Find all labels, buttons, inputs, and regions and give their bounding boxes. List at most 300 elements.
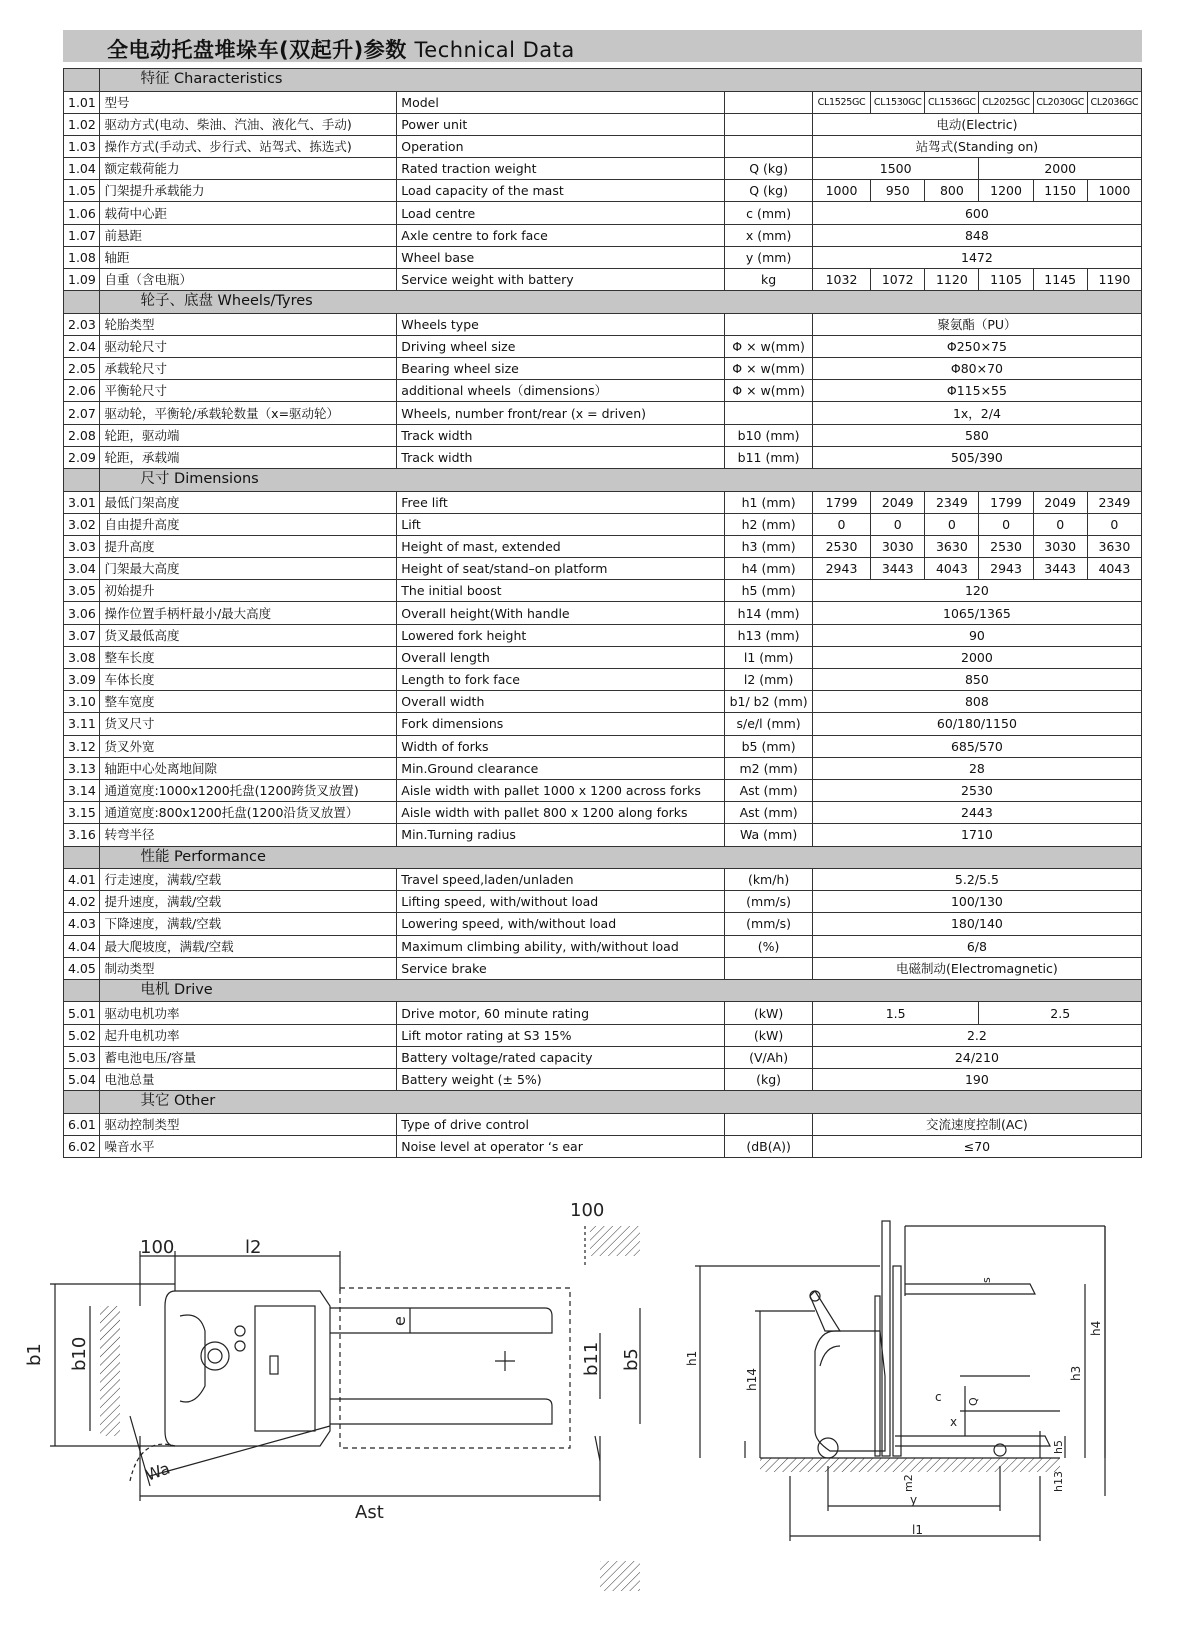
section-spacer <box>64 979 100 1002</box>
model-name: CL1525GC <box>812 91 870 113</box>
row-label-cn: 提升高度 <box>100 535 397 557</box>
row-label-cn: 通道宽度:1000x1200托盘(1200跨货叉放置) <box>100 779 397 801</box>
technical-data-table <box>63 68 1142 1158</box>
row-value: 0 <box>871 513 925 535</box>
row-label-cn: 轮距，承载端 <box>100 446 397 468</box>
table-row <box>64 624 1142 646</box>
row-label-cn: 转弯半径 <box>100 824 397 846</box>
row-label-en: Fork dimensions <box>397 713 725 735</box>
row-label-cn: 货叉最低高度 <box>100 624 397 646</box>
row-unit: h13 (mm) <box>725 624 812 646</box>
row-label-cn: 驱动轮尺寸 <box>100 335 397 357</box>
row-value: 2943 <box>812 558 870 580</box>
row-number: 3.06 <box>64 602 100 624</box>
row-value: 28 <box>812 757 1141 779</box>
row-unit: kg <box>725 269 812 291</box>
row-label-cn: 自由提升高度 <box>100 513 397 535</box>
row-label-cn: 制动类型 <box>100 957 397 979</box>
row-number: 3.14 <box>64 779 100 801</box>
row-unit: h2 (mm) <box>725 513 812 535</box>
row-unit <box>725 1113 812 1135</box>
section-title: 特征 Characteristics <box>100 69 1142 92</box>
dim-x: x <box>950 1415 958 1429</box>
row-unit <box>725 957 812 979</box>
table-row <box>64 824 1142 846</box>
model-name: CL2036GC <box>1087 91 1141 113</box>
table-row <box>64 1024 1142 1046</box>
row-value: 685/570 <box>812 735 1141 757</box>
row-unit: (kW) <box>725 1024 812 1046</box>
row-label-en: Min.Turning radius <box>397 824 725 846</box>
row-label-en: Noise level at operator ‘s ear <box>397 1135 725 1157</box>
table-row <box>64 246 1142 268</box>
row-label-cn: 车体长度 <box>100 669 397 691</box>
row-label-cn: 整车长度 <box>100 646 397 668</box>
row-unit <box>725 402 812 424</box>
row-label-en: Free lift <box>397 491 725 513</box>
row-number: 3.03 <box>64 535 100 557</box>
table-row <box>64 158 1142 180</box>
row-label-en: Operation <box>397 135 725 157</box>
table-row <box>64 424 1142 446</box>
row-label-cn: 轮胎类型 <box>100 313 397 335</box>
table-row <box>64 957 1142 979</box>
title-bar <box>63 30 1142 62</box>
row-value: 3443 <box>1033 558 1087 580</box>
dim-h4: h4 <box>1089 1320 1103 1336</box>
row-value: 电磁制动(Electromagnetic) <box>812 957 1141 979</box>
row-label-cn: 提升速度，满载/空载 <box>100 891 397 913</box>
row-label-en: Axle centre to fork face <box>397 224 725 246</box>
table-row <box>64 180 1142 202</box>
dim-l2: l2 <box>245 1237 262 1258</box>
row-label-cn: 驱动电机功率 <box>100 1002 397 1024</box>
row-value: 4043 <box>1087 558 1141 580</box>
table-row <box>64 1002 1142 1024</box>
row-value: 1032 <box>812 269 870 291</box>
row-unit: (kg) <box>725 1069 812 1091</box>
table-row <box>64 735 1142 757</box>
row-label-en: Battery voltage/rated capacity <box>397 1046 725 1068</box>
row-value: 2.2 <box>812 1024 1141 1046</box>
section-spacer <box>64 1091 100 1114</box>
row-value: 808 <box>812 691 1141 713</box>
row-value: 600 <box>812 202 1141 224</box>
row-unit: l2 (mm) <box>725 669 812 691</box>
row-label-en: Aisle width with pallet 1000 x 1200 across forks <box>397 779 725 801</box>
row-number: 2.03 <box>64 313 100 335</box>
row-label-cn: 蓄电池电压/容量 <box>100 1046 397 1068</box>
table-row <box>64 869 1142 891</box>
row-number: 3.08 <box>64 646 100 668</box>
section-spacer <box>64 846 100 869</box>
row-value: 1120 <box>925 269 979 291</box>
row-value: 0 <box>1033 513 1087 535</box>
row-value: 1710 <box>812 824 1141 846</box>
row-label-en: The initial boost <box>397 580 725 602</box>
row-value: 2349 <box>925 491 979 513</box>
row-number: 4.01 <box>64 869 100 891</box>
row-unit <box>725 313 812 335</box>
row-value: 580 <box>812 424 1141 446</box>
row-number: 1.02 <box>64 113 100 135</box>
row-value: 1000 <box>812 180 870 202</box>
row-unit: s/e/l (mm) <box>725 713 812 735</box>
table-row <box>64 779 1142 801</box>
row-number: 1.08 <box>64 246 100 268</box>
dim-h13: h13 <box>1052 1471 1065 1492</box>
row-label-en: Length to fork face <box>397 669 725 691</box>
row-label-cn: 轴距中心处离地间隙 <box>100 757 397 779</box>
row-unit: Q (kg) <box>725 180 812 202</box>
section-title: 其它 Other <box>100 1091 1142 1114</box>
dim-ast: Ast <box>355 1502 384 1523</box>
row-number: 3.09 <box>64 669 100 691</box>
row-number: 3.02 <box>64 513 100 535</box>
row-unit: (kW) <box>725 1002 812 1024</box>
row-label-cn: 最大爬坡度，满载/空载 <box>100 935 397 957</box>
row-label-en: Travel speed,laden/unladen <box>397 869 725 891</box>
row-label-cn: 自重（含电瓶） <box>100 269 397 291</box>
row-unit: l1 (mm) <box>725 646 812 668</box>
table-row <box>64 646 1142 668</box>
row-number: 3.01 <box>64 491 100 513</box>
table-row <box>64 513 1142 535</box>
row-label-en: Width of forks <box>397 735 725 757</box>
dim-b11: b11 <box>581 1341 602 1376</box>
row-unit: y (mm) <box>725 246 812 268</box>
row-value: 848 <box>812 224 1141 246</box>
row-value: 1105 <box>979 269 1033 291</box>
row-value: 850 <box>812 669 1141 691</box>
row-label-en: Height of seat/stand–on platform <box>397 558 725 580</box>
table-row <box>64 113 1142 135</box>
dim-h1: h1 <box>685 1350 699 1366</box>
row-value: 4043 <box>925 558 979 580</box>
row-value: 3030 <box>871 535 925 557</box>
row-value: 1x，2/4 <box>812 402 1141 424</box>
row-label-cn: 通道宽度:800x1200托盘(1200沿货叉放置） <box>100 802 397 824</box>
top-view <box>50 1226 640 1591</box>
row-unit <box>725 113 812 135</box>
row-label-en: Lift motor rating at S3 15% <box>397 1024 725 1046</box>
row-unit: b10 (mm) <box>725 424 812 446</box>
row-value: 5.2/5.5 <box>812 869 1141 891</box>
row-number: 3.12 <box>64 735 100 757</box>
row-number: 5.01 <box>64 1002 100 1024</box>
row-value: 聚氨酯（PU） <box>812 313 1141 335</box>
row-label-en: Overall width <box>397 691 725 713</box>
row-label-en: Battery weight (± 5%) <box>397 1069 725 1091</box>
row-value: 2530 <box>979 535 1033 557</box>
row-label-cn: 最低门架高度 <box>100 491 397 513</box>
row-label-cn: 载荷中心距 <box>100 202 397 224</box>
section-title: 性能 Performance <box>100 846 1142 869</box>
row-label-cn: 电池总量 <box>100 1069 397 1091</box>
dim-100-left: 100 <box>140 1237 175 1258</box>
table-row <box>64 669 1142 691</box>
row-value: 0 <box>925 513 979 535</box>
row-value: 1000 <box>1087 180 1141 202</box>
row-value: 1799 <box>812 491 870 513</box>
row-label-en: Driving wheel size <box>397 335 725 357</box>
dim-h5: h5 <box>1052 1440 1065 1454</box>
row-unit: Φ × w(mm) <box>725 335 812 357</box>
row-unit: (V/Ah) <box>725 1046 812 1068</box>
row-label-en: Overall height(With handle <box>397 602 725 624</box>
row-label-cn: 额定载荷能力 <box>100 158 397 180</box>
dim-e: e <box>390 1316 409 1326</box>
row-label-en: Lowered fork height <box>397 624 725 646</box>
row-value: 1150 <box>1033 180 1087 202</box>
row-label-en: Type of drive control <box>397 1113 725 1135</box>
row-value: ≤70 <box>812 1135 1141 1157</box>
row-value: 0 <box>812 513 870 535</box>
section-spacer <box>64 469 100 492</box>
row-unit: (mm/s) <box>725 891 812 913</box>
row-label-en: Wheel base <box>397 246 725 268</box>
row-number: 2.05 <box>64 358 100 380</box>
row-value: 1190 <box>1087 269 1141 291</box>
row-number: 3.05 <box>64 580 100 602</box>
row-label-cn: 行走速度，满载/空载 <box>100 869 397 891</box>
row-label-en: Aisle width with pallet 800 x 1200 along forks <box>397 802 725 824</box>
row-unit: h14 (mm) <box>725 602 812 624</box>
row-value: 3443 <box>871 558 925 580</box>
table-row <box>64 1135 1142 1157</box>
row-unit: Wa (mm) <box>725 824 812 846</box>
row-unit: Φ × w(mm) <box>725 380 812 402</box>
row-number: 3.10 <box>64 691 100 713</box>
row-value: 1145 <box>1033 269 1087 291</box>
table-row <box>64 269 1142 291</box>
row-number: 2.04 <box>64 335 100 357</box>
row-label-cn: 初始提升 <box>100 580 397 602</box>
row-label-cn: 前悬距 <box>100 224 397 246</box>
row-number: 3.16 <box>64 824 100 846</box>
row-number: 4.02 <box>64 891 100 913</box>
row-number: 1.06 <box>64 202 100 224</box>
row-label-en: Track width <box>397 446 725 468</box>
row-number: 3.04 <box>64 558 100 580</box>
row-label-cn: 操作方式(手动式、步行式、站驾式、拣选式) <box>100 135 397 157</box>
section-header <box>64 846 1142 869</box>
top-view-drawing <box>0 1200 1200 1634</box>
table-row <box>64 757 1142 779</box>
row-value: 2049 <box>871 491 925 513</box>
section-header <box>64 979 1142 1002</box>
row-value: 2349 <box>1087 491 1141 513</box>
table-row <box>64 1046 1142 1068</box>
row-label-en: Bearing wheel size <box>397 358 725 380</box>
row-unit: h4 (mm) <box>725 558 812 580</box>
section-header <box>64 469 1142 492</box>
row-unit: (km/h) <box>725 869 812 891</box>
row-value: 24/210 <box>812 1046 1141 1068</box>
row-label-cn: 门架提升承载能力 <box>100 180 397 202</box>
row-label-en: Load centre <box>397 202 725 224</box>
model-name: CL2025GC <box>979 91 1033 113</box>
row-number: 5.03 <box>64 1046 100 1068</box>
row-number: 3.15 <box>64 802 100 824</box>
dim-wa: Wa <box>142 1458 173 1485</box>
row-number: 2.07 <box>64 402 100 424</box>
row-label-en: Wheels, number front/rear (x = driven) <box>397 402 725 424</box>
table-row <box>64 580 1142 602</box>
row-label-cn: 货叉尺寸 <box>100 713 397 735</box>
row-value: 180/140 <box>812 913 1141 935</box>
row-label-en: Load capacity of the mast <box>397 180 725 202</box>
row-value: 100/130 <box>812 891 1141 913</box>
row-label-en: Lift <box>397 513 725 535</box>
row-unit <box>725 135 812 157</box>
row-label-en: Height of mast, extended <box>397 535 725 557</box>
row-unit: b5 (mm) <box>725 735 812 757</box>
row-value: 505/390 <box>812 446 1141 468</box>
row-number: 1.03 <box>64 135 100 157</box>
row-label-cn: 门架最大高度 <box>100 558 397 580</box>
table-row <box>64 691 1142 713</box>
row-value: 电动(Electric) <box>812 113 1141 135</box>
row-label-cn: 轮距，驱动端 <box>100 424 397 446</box>
row-unit: x (mm) <box>725 224 812 246</box>
row-number: 6.02 <box>64 1135 100 1157</box>
row-value: Φ250×75 <box>812 335 1141 357</box>
dim-m2: m2 <box>902 1474 915 1492</box>
row-value: 120 <box>812 580 1141 602</box>
model-name: CL1536GC <box>925 91 979 113</box>
row-value: 60/180/1150 <box>812 713 1141 735</box>
row-label-cn: 型号 <box>100 91 397 113</box>
row-label-cn: 操作位置手柄杆最小/最大高度 <box>100 602 397 624</box>
table-row <box>64 313 1142 335</box>
row-unit: h1 (mm) <box>725 491 812 513</box>
row-value: 1472 <box>812 246 1141 268</box>
row-label-en: Track width <box>397 424 725 446</box>
row-number: 3.11 <box>64 713 100 735</box>
section-header <box>64 291 1142 314</box>
row-unit: (%) <box>725 935 812 957</box>
row-value: 3030 <box>1033 535 1087 557</box>
row-value: Φ115×55 <box>812 380 1141 402</box>
section-title: 轮子、底盘 Wheels/Tyres <box>100 291 1142 314</box>
row-unit: Ast (mm) <box>725 802 812 824</box>
row-unit: (mm/s) <box>725 913 812 935</box>
row-label-cn: 轴距 <box>100 246 397 268</box>
row-label-en: Lowering speed, with/without load <box>397 913 725 935</box>
row-value: 950 <box>871 180 925 202</box>
table-row <box>64 135 1142 157</box>
section-title: 电机 Drive <box>100 979 1142 1002</box>
dim-b10: b10 <box>69 1336 90 1371</box>
table-row <box>64 202 1142 224</box>
row-label-cn: 驱动控制类型 <box>100 1113 397 1135</box>
section-spacer <box>64 69 100 92</box>
row-unit: Φ × w(mm) <box>725 358 812 380</box>
row-value: 90 <box>812 624 1141 646</box>
row-number: 1.07 <box>64 224 100 246</box>
table-row <box>64 335 1142 357</box>
row-value: 3630 <box>1087 535 1141 557</box>
table-row <box>64 446 1142 468</box>
row-unit: Ast (mm) <box>725 779 812 801</box>
table-row <box>64 402 1142 424</box>
row-label-cn: 起升电机功率 <box>100 1024 397 1046</box>
row-unit: m2 (mm) <box>725 757 812 779</box>
row-value: 3630 <box>925 535 979 557</box>
row-number: 5.02 <box>64 1024 100 1046</box>
row-number: 5.04 <box>64 1069 100 1091</box>
row-label-cn: 整车宽度 <box>100 691 397 713</box>
row-value: 1200 <box>979 180 1033 202</box>
row-unit: (dB(A)) <box>725 1135 812 1157</box>
row-label-cn: 驱动轮，平衡轮/承载轮数量（x=驱动轮） <box>100 402 397 424</box>
row-value: 2000 <box>812 646 1141 668</box>
row-unit: b1/ b2 (mm) <box>725 691 812 713</box>
row-number: 6.01 <box>64 1113 100 1135</box>
row-number: 2.09 <box>64 446 100 468</box>
model-name: CL2030GC <box>1033 91 1087 113</box>
row-value: 2049 <box>1033 491 1087 513</box>
row-value: 2530 <box>812 779 1141 801</box>
row-number: 4.05 <box>64 957 100 979</box>
row-label-en: Service weight with battery <box>397 269 725 291</box>
row-label-cn: 承载轮尺寸 <box>100 358 397 380</box>
row-label-en: Lifting speed, with/without load <box>397 891 725 913</box>
row-label-cn: 货叉外宽 <box>100 735 397 757</box>
dim-b5: b5 <box>621 1348 642 1371</box>
dim-s: s <box>980 1277 993 1283</box>
row-value: 2943 <box>979 558 1033 580</box>
row-unit: b11 (mm) <box>725 446 812 468</box>
row-label-en: Drive motor, 60 minute rating <box>397 1002 725 1024</box>
table-row <box>64 491 1142 513</box>
table-row <box>64 602 1142 624</box>
row-value: 800 <box>925 180 979 202</box>
row-number: 4.03 <box>64 913 100 935</box>
row-label-en: Model <box>397 91 725 113</box>
row-label-en: Rated traction weight <box>397 158 725 180</box>
row-label-cn: 下降速度，满载/空载 <box>100 913 397 935</box>
dim-h3: h3 <box>1069 1365 1083 1381</box>
row-unit: Q (kg) <box>725 158 812 180</box>
row-number: 3.13 <box>64 757 100 779</box>
table-row <box>64 91 1142 113</box>
row-number: 3.07 <box>64 624 100 646</box>
section-header <box>64 1091 1142 1114</box>
section-title: 尺寸 Dimensions <box>100 469 1142 492</box>
table-row <box>64 802 1142 824</box>
row-value: 1799 <box>979 491 1033 513</box>
row-label-en: Service brake <box>397 957 725 979</box>
table-row <box>64 1069 1142 1091</box>
dim-b1: b1 <box>24 1343 45 1366</box>
row-value: 交流速度控制(AC) <box>812 1113 1141 1135</box>
row-number: 4.04 <box>64 935 100 957</box>
row-number: 1.01 <box>64 91 100 113</box>
table-row <box>64 558 1142 580</box>
table-row <box>64 224 1142 246</box>
table-row <box>64 935 1142 957</box>
table-row <box>64 891 1142 913</box>
table-row <box>64 1113 1142 1135</box>
dimension-drawings <box>0 1200 1200 1634</box>
row-number: 2.08 <box>64 424 100 446</box>
table-row <box>64 358 1142 380</box>
row-unit: c (mm) <box>725 202 812 224</box>
row-value: 2000 <box>979 158 1142 180</box>
row-value: Φ80×70 <box>812 358 1141 380</box>
